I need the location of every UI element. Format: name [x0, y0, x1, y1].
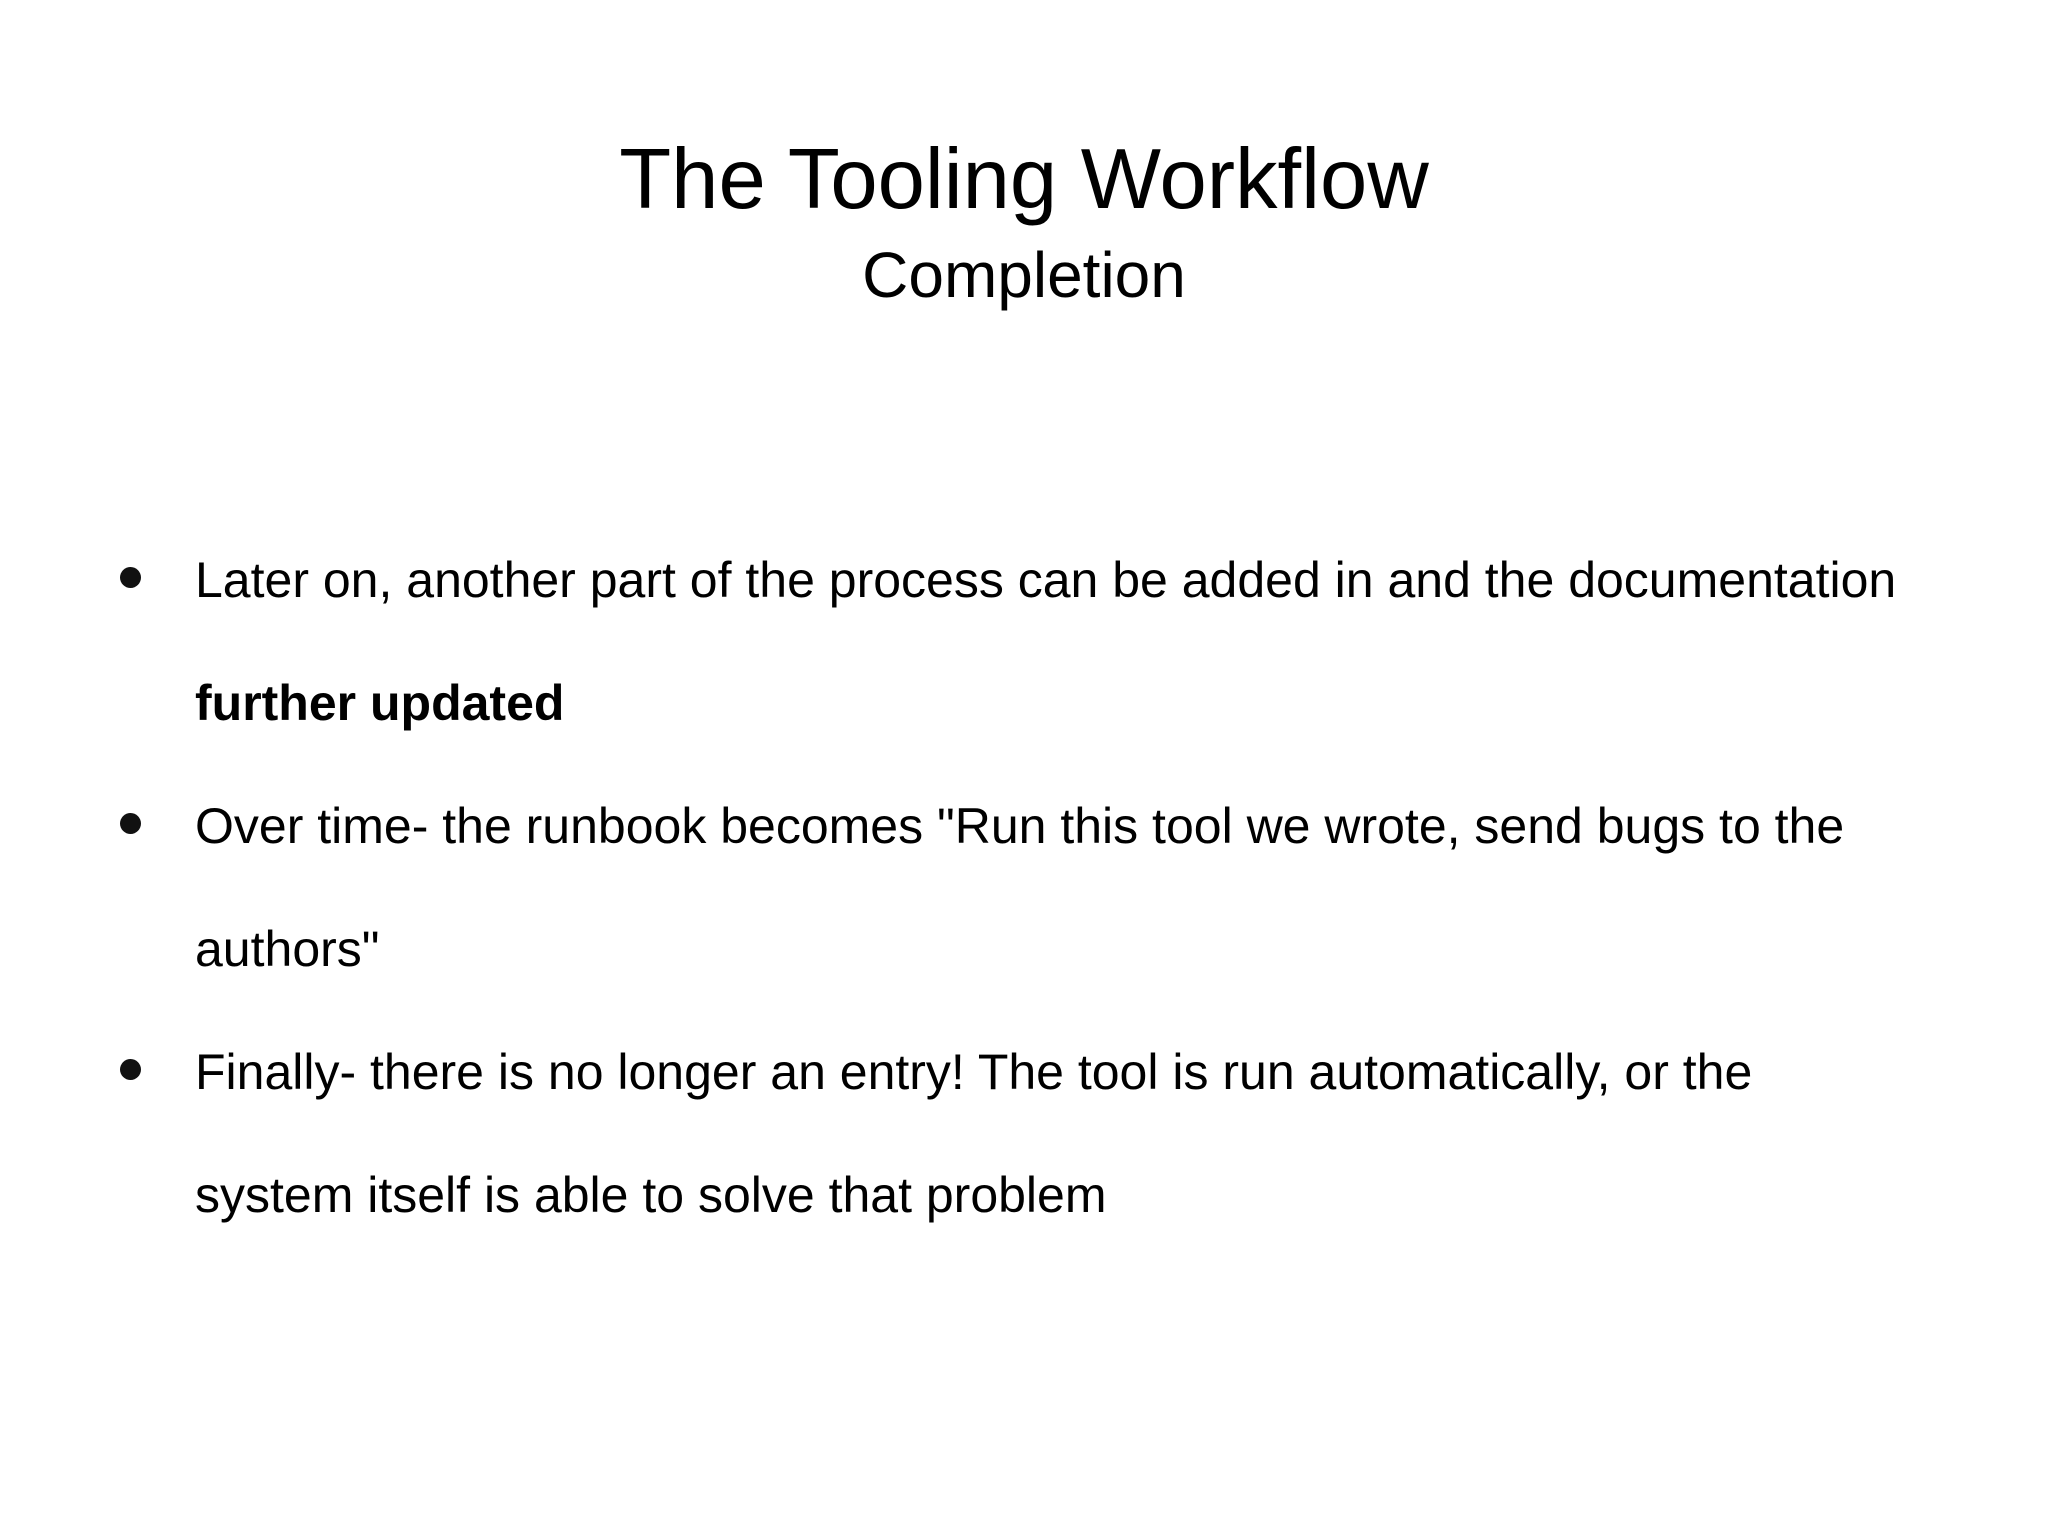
bullet-text-line: authors": [195, 921, 380, 977]
bullet-text-line: Over time- the runbook becomes "Run this tool we wrote, send bugs to the: [195, 798, 1845, 854]
bullet-item: [0, 1011, 2048, 1257]
bullet-text-line: system itself is able to solve that problem: [195, 1167, 1107, 1223]
bullet-dot-icon: [120, 567, 141, 588]
bullet-dot-icon: [120, 1059, 141, 1080]
bullet-list: [0, 519, 2048, 1257]
bullet-item: [0, 519, 2048, 765]
bullet-text-line: Finally- there is no longer an entry! The tool is run automatically, or the: [195, 1044, 1753, 1100]
bullet-item: [0, 765, 2048, 1011]
slide-subtitle: Completion: [862, 239, 1186, 311]
bullet-text-line: Later on, another part of the process can be added in and the documentation: [195, 552, 1897, 608]
slide-title: The Tooling Workflow: [619, 132, 1429, 227]
bullet-dot-icon: [120, 813, 141, 834]
bullet-text-line-bold: further updated: [195, 675, 565, 731]
